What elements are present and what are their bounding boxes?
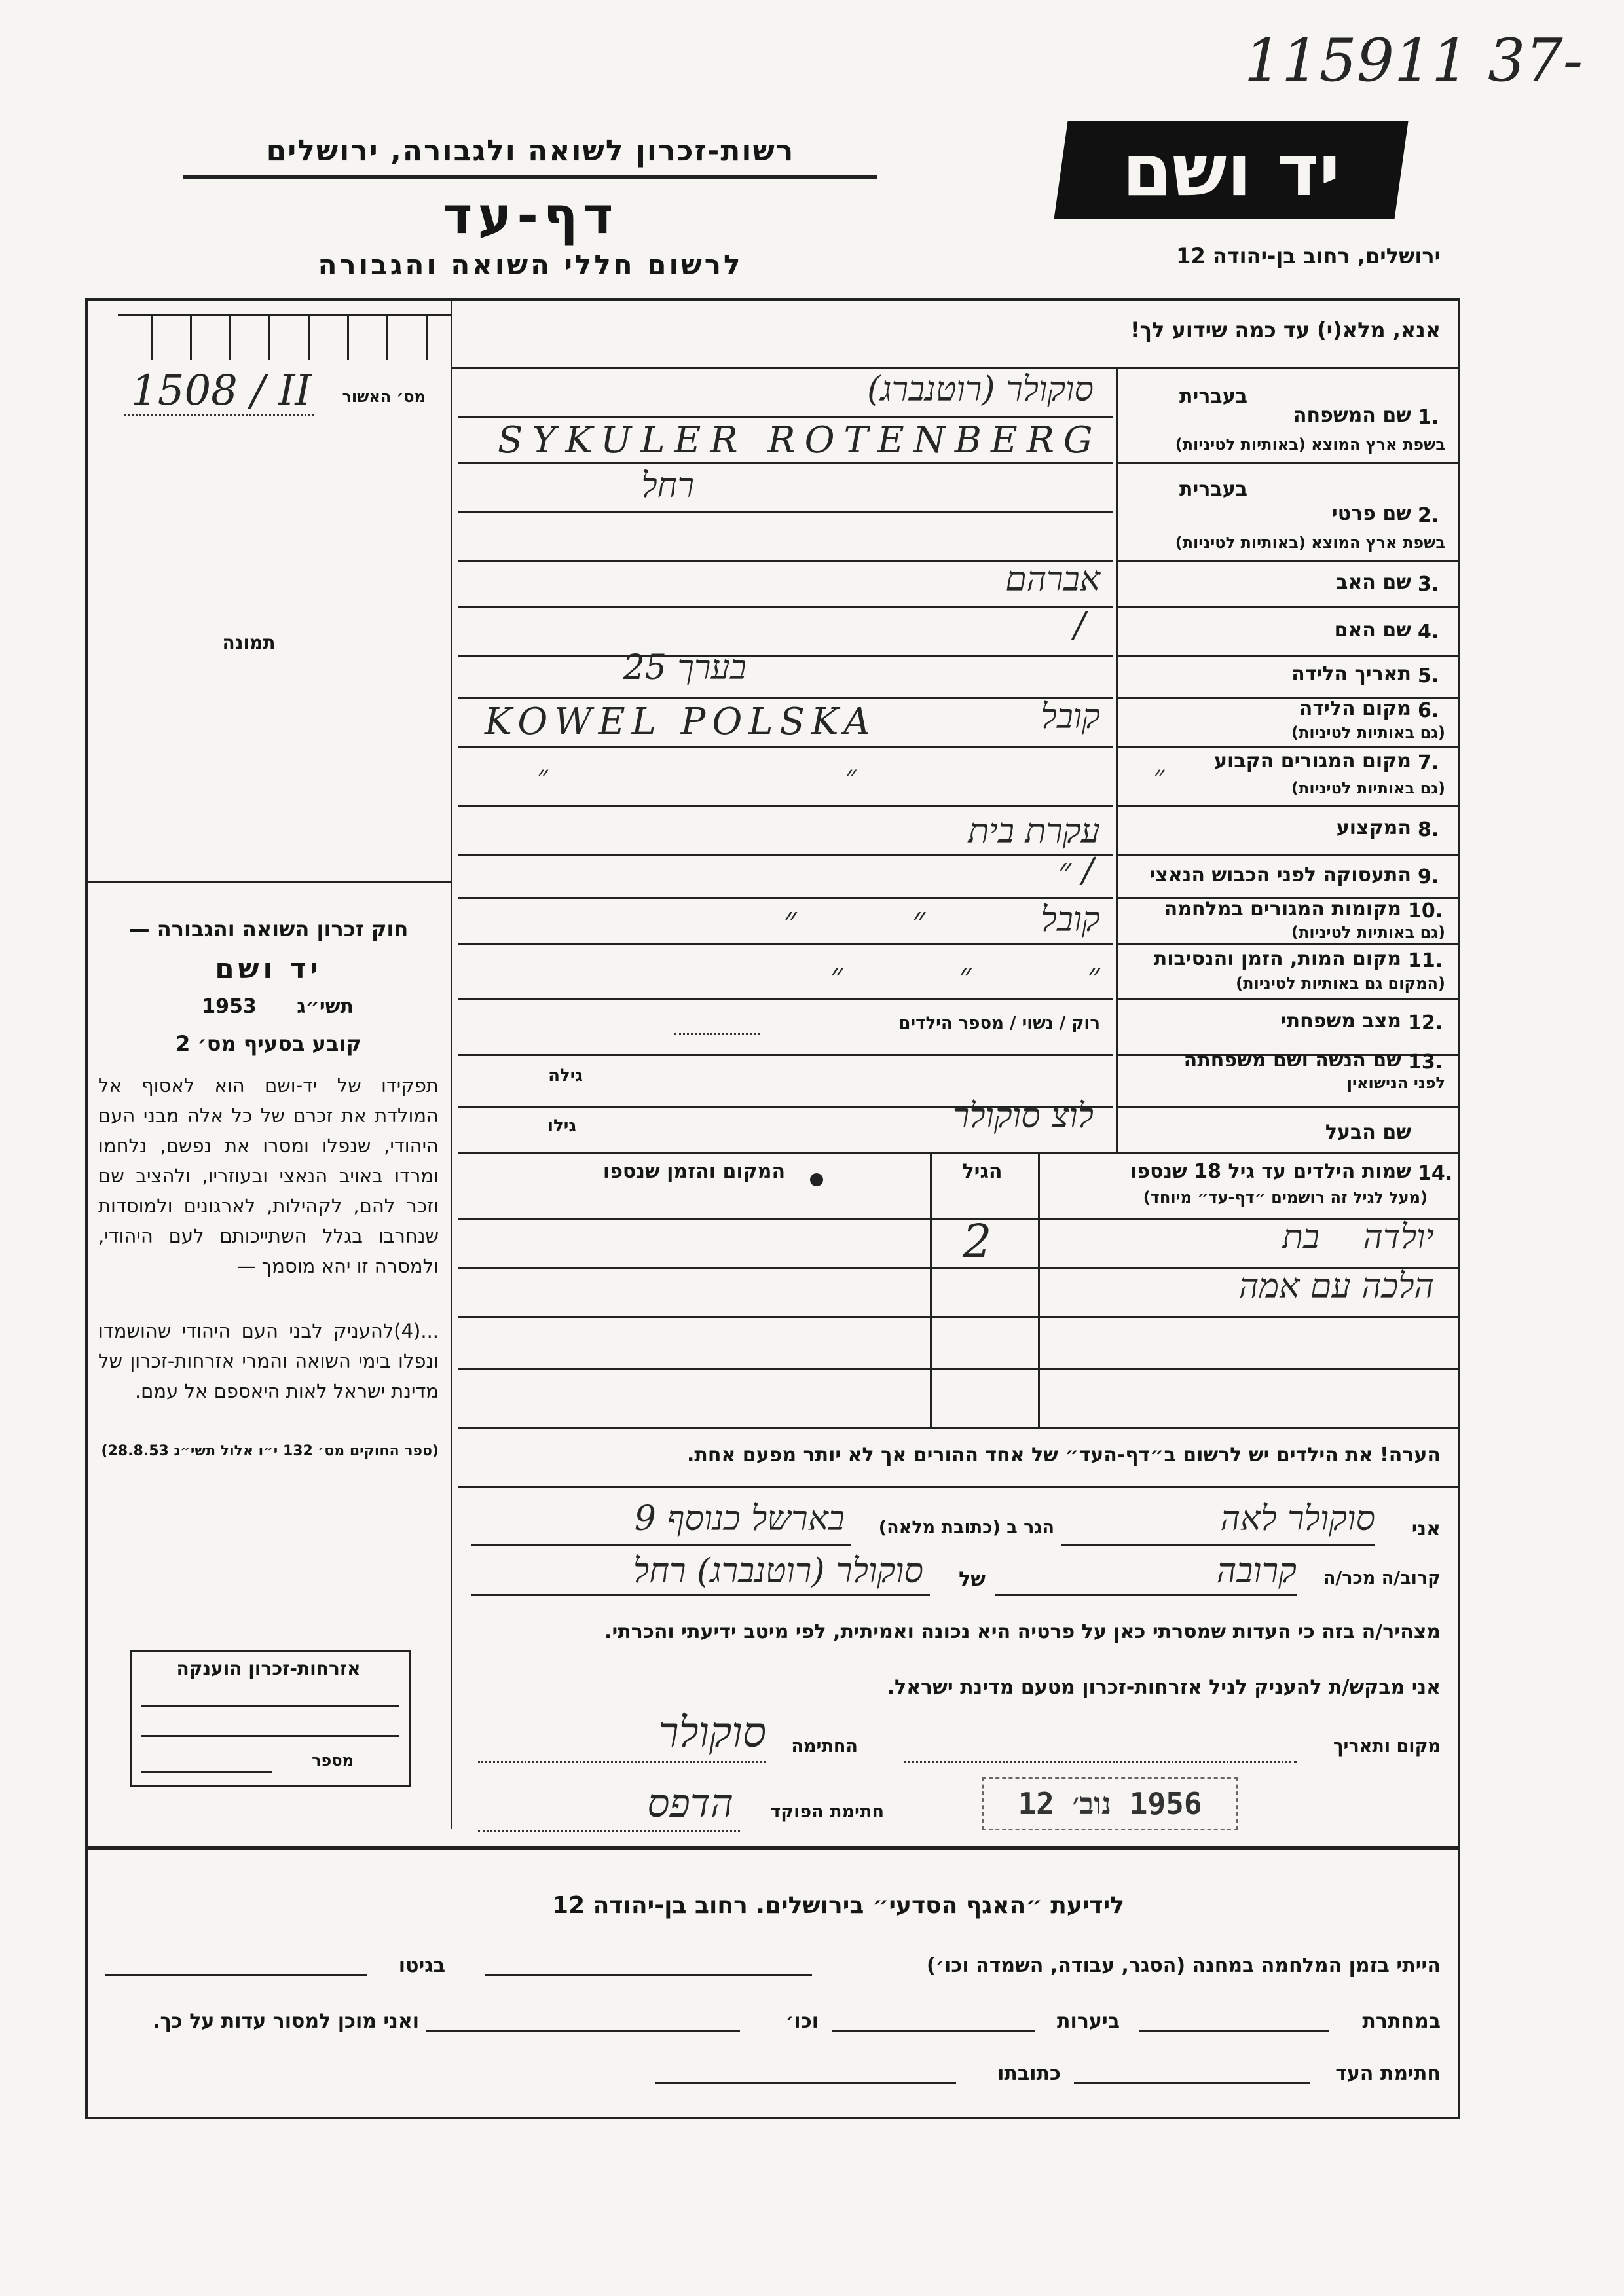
form-purpose: לרשום חללי השואה והגבורה <box>318 249 743 281</box>
declarant-line <box>1061 1544 1375 1546</box>
archive-reference: 115911 37- <box>1244 26 1583 95</box>
approval-tick <box>347 316 349 360</box>
value-line <box>458 1054 1113 1056</box>
field-10-num: 10. <box>1408 900 1443 922</box>
row-line <box>1116 805 1458 807</box>
children-row-line <box>458 1427 1458 1429</box>
footer-line2a: במחתרת <box>1362 2010 1441 2033</box>
approval-tick <box>386 316 388 360</box>
row-line <box>1116 943 1458 945</box>
field-5-label: תאריך הלידה <box>1291 663 1411 685</box>
declaration-relation-label: קרוב/ה מכר/ה <box>1323 1568 1441 1588</box>
form-title: דף-עד <box>442 187 619 246</box>
children-header-dot <box>810 1173 823 1186</box>
husband-label: שם הבעל <box>1325 1121 1411 1144</box>
approval-number: 1508 / II <box>131 367 312 415</box>
value-line <box>458 897 1113 899</box>
signature-line <box>478 1761 766 1763</box>
field-6-value: קובל <box>1041 697 1100 737</box>
approval-tick <box>229 316 231 360</box>
field-8-num: 8. <box>1418 818 1439 841</box>
husband-value: לוצ סוקולר <box>952 1097 1094 1136</box>
footer-line1-blank2 <box>105 1974 367 1976</box>
law-gazette: (ספר החוקים מס׳ 132 י״ו אלול תשי״ג 28.8.53) <box>101 1443 439 1459</box>
yad-vashem-logo <box>1054 121 1408 219</box>
footer-line1a: הייתי בזמן המלחמה במחנה (הסגר, עבודה, השמדה וכו׳) <box>927 1954 1441 1977</box>
declarant-name: סוקולר לאה <box>1220 1499 1375 1539</box>
relative-line <box>471 1594 930 1596</box>
declaration-statement-1: מצהיר/ה בזה כי העדות שמסרתי כאן על פרטיה היא נכונה ואמיתית, לפי מיטב ידיעתי והכרתי. <box>604 1620 1441 1643</box>
approval-tick <box>308 316 310 360</box>
certificate-line <box>141 1735 399 1737</box>
field-12-value: רוק / נשוי / מספר הילדים <box>898 1013 1100 1033</box>
field-11-value: ״ ״ ״ <box>830 956 1100 995</box>
value-line <box>458 805 1113 807</box>
declarant-relation: קרובה <box>1216 1552 1297 1591</box>
field-12-dots <box>674 1033 760 1035</box>
declarant-address: בארשל כנוסף 9 <box>634 1499 845 1539</box>
law-year: 1953 <box>202 995 257 1018</box>
children-header-age: הגיל <box>962 1160 1003 1183</box>
logo-text: יד ושם <box>1122 128 1340 212</box>
child-1-name: יולדה בת <box>1282 1218 1434 1257</box>
row-line <box>1116 606 1458 608</box>
row-line <box>1116 462 1458 464</box>
field-11-num: 11. <box>1408 949 1443 972</box>
value-line <box>458 606 1113 608</box>
field-2-num: 2. <box>1418 504 1439 527</box>
instructions: אנא, מלא(י) עד כמה שידוע לך! <box>1130 318 1441 342</box>
husband-age-label: גילו <box>547 1116 576 1136</box>
footer-line3-blank2 <box>655 2082 956 2084</box>
field-3-num: 3. <box>1418 573 1439 596</box>
value-line <box>458 943 1113 945</box>
field-1-num: 1. <box>1418 406 1439 429</box>
field-6-num: 6. <box>1418 699 1439 722</box>
certificate-line <box>141 1705 399 1707</box>
value-line <box>458 416 1113 418</box>
field-6-sub: (גם באותיות לטיניות) <box>1291 723 1445 742</box>
row-line <box>1116 854 1458 856</box>
footer-line3a: חתימת העד <box>1335 2062 1441 2085</box>
field-4-num: 4. <box>1418 621 1439 644</box>
authority-title: רשות-זכרון לשואה ולגבורה, ירושלים <box>266 134 795 168</box>
field-5-value: בערך 25 <box>623 648 747 687</box>
field-2-value: רחל <box>641 466 694 505</box>
field-13-label: שם הנשה ושם משפחתה <box>1183 1049 1401 1072</box>
field-2-label: שם פרטי <box>1331 502 1411 525</box>
child-2-name: הלכה עם אמה <box>1238 1267 1434 1306</box>
row-line <box>1116 1106 1458 1108</box>
field-11-label: מקום המות, הזמן והנסיבות <box>1153 947 1401 970</box>
field-11-sub: (המקום גם באותיות לטיניות) <box>1236 974 1445 993</box>
field-4-label: שם האם <box>1334 619 1411 642</box>
signature-label: החתימה <box>791 1736 858 1757</box>
field-10-sub: (גם באותיות לטיניות) <box>1291 923 1445 941</box>
row-line <box>1116 655 1458 657</box>
field-13-sub: לפני הנישואין <box>1346 1074 1445 1092</box>
law-title: חוק זכרון השואה והגבורה — <box>128 917 409 941</box>
official-signature: הדפס <box>647 1781 733 1827</box>
field-1-label: שם המשפחה <box>1293 404 1411 427</box>
certificate-title: אזרחות-זכרון הוענקה <box>176 1658 361 1679</box>
address-line <box>471 1544 851 1546</box>
official-label: חתימת הפוקד <box>770 1802 884 1822</box>
field-3-value: אברהם <box>1005 560 1100 599</box>
children-num: 14. <box>1418 1162 1453 1185</box>
footer-line1b: בגיטו <box>398 1954 445 1977</box>
field-8-label: המקצוע <box>1336 816 1411 839</box>
approval-underline <box>124 414 314 416</box>
declaration-resides-label: הגר ב (כתובת מלאה) <box>878 1518 1054 1538</box>
field-2-sub: בשפת ארץ המוצא (באותיות לטיניות) <box>1175 534 1445 552</box>
law-text-2: ...(4)להעניק לבני העם היהודי שהושמדו ונפלו בימי השואה והמרי אזרחות-זכרון של מדינת ישראל לאות היאספם אל עמם. <box>98 1320 439 1402</box>
approval-box-top <box>118 314 451 316</box>
field-13-value: גילה <box>548 1066 583 1085</box>
field-10-value: קובל ״ ״ <box>783 900 1100 939</box>
field-10-label: מקומות המגורים במלחמה <box>1164 898 1401 920</box>
place-date-label: מקום ותאריך <box>1333 1736 1441 1757</box>
value-line <box>458 462 1113 464</box>
footer-notice: לידיעת ״האגף הסדעי״ בירושלים. רחוב בן-יהודה 12 <box>552 1892 1124 1919</box>
field-8-value: עקרת בית <box>968 812 1100 851</box>
law-year-hebrew: תשי״ג <box>297 995 354 1018</box>
children-note: הערה! את הילדים יש לרשום ב״דף-העד״ של אחד ההורים אך לא יותר מפעם אחת. <box>687 1444 1441 1467</box>
law-clause: קובע בסעיף מס׳ 2 <box>175 1031 361 1056</box>
footer-line2b: ביערות <box>1057 2010 1120 2033</box>
declaration-i-label: אני <box>1411 1518 1441 1540</box>
row-line <box>1116 560 1458 562</box>
value-line <box>458 511 1113 513</box>
footer-line3-blank <box>1074 2082 1310 2084</box>
field-4-value: / <box>1074 606 1086 645</box>
field-7-sub: (גם באותיות לטיניות) <box>1291 779 1445 797</box>
field-12-num: 12. <box>1408 1011 1443 1034</box>
footer-line2-blank <box>1139 2030 1329 2032</box>
declarant-relative-of: סוקולר (רוטנברג) רחל <box>633 1552 923 1591</box>
field-9-label: התעסוקה לפני הכבוש הנאצי <box>1149 864 1411 886</box>
children-header-place: המקום והזמן שנספו <box>602 1160 786 1183</box>
field-9-num: 9. <box>1418 866 1439 888</box>
children-header-note: (מעל לגיל זה רושמים ״דף-עד״ מיוחד) <box>1143 1188 1428 1207</box>
field-1-value-latin: SYKULER ROTENBERG <box>498 419 1102 462</box>
child-1-age: 2 <box>963 1214 992 1268</box>
field-1-hebrew-tag: בעברית <box>1179 385 1247 408</box>
row-line <box>1116 746 1458 748</box>
date-stamp-text: 1956 נוב׳ 12 <box>1018 1786 1202 1821</box>
photo-label: תמונה <box>222 632 276 653</box>
date-stamp <box>982 1777 1238 1830</box>
declaration-statement-2: אני מבקש/ת להעניק לניל אזרחות-זכרון מטעם מדינת ישראל. <box>887 1676 1441 1699</box>
approval-tick <box>151 316 153 360</box>
children-col-age-divider <box>930 1152 932 1427</box>
footer-divider <box>88 1846 1458 1850</box>
footer-line2-blank3 <box>426 2030 740 2032</box>
field-2-hebrew-tag: בעברית <box>1179 478 1247 501</box>
header-address: ירושלים, רחוב בן-יהודה 12 <box>1176 244 1441 268</box>
field-7-num: 7. <box>1418 752 1439 774</box>
certificate-number-label: מספר <box>312 1751 354 1770</box>
authority-underline <box>183 175 877 179</box>
value-line <box>458 1152 1458 1154</box>
field-1-sub: בשפת ארץ המוצא (באותיות לטיניות) <box>1175 435 1445 454</box>
sidebar-divider <box>451 301 452 1829</box>
footer-line2-blank2 <box>832 2030 1035 2032</box>
field-5-num: 5. <box>1418 665 1439 687</box>
field-7-value: ״ ״ ״ <box>537 759 1309 793</box>
declaration-of-label: של <box>959 1568 986 1591</box>
children-col-name-divider <box>1038 1152 1040 1427</box>
signature: סוקולר <box>658 1709 766 1757</box>
footer-line3b: כתובתו <box>997 2062 1061 2085</box>
children-row-line <box>458 1316 1458 1318</box>
footer-line1-blank <box>485 1974 812 1976</box>
approval-tick <box>426 316 428 360</box>
field-12-label: מצב משפחתי <box>1280 1010 1401 1032</box>
field-1-value: סוקולר (רוטנברג) <box>867 370 1094 409</box>
children-row-line <box>458 1368 1458 1370</box>
law-text: תפקידו של יד-ושם הוא לאסוף אל המולדת את זכרם של כל אלה מבני העם היהודי, שנפלו ומסרו את נפשם, נלחמו ומרדו באויב הנאצי ובעוזריו, ולהציב שם וזכר להם, לקהילות, לארגונים ולמוסדות שנחרבו בגלל השתייכותם לעם היהודי, ולמסרה זו יהא מוסמך — <box>98 1074 439 1277</box>
note-divider <box>458 1486 1458 1488</box>
approval-tick <box>190 316 192 360</box>
place-date-line <box>904 1761 1297 1763</box>
field-9-value: / ״ <box>1058 851 1094 890</box>
instructions-divider <box>451 367 1458 369</box>
children-header-name: שמות הילדים עד גיל 18 שנספו <box>1130 1160 1411 1183</box>
law-name: יד ושם <box>215 953 322 985</box>
field-3-label: שם האב <box>1336 571 1411 594</box>
relation-line <box>995 1594 1297 1596</box>
law-box-top <box>88 881 451 883</box>
certificate-number-line <box>141 1771 272 1773</box>
approval-tick <box>268 316 270 360</box>
row-line <box>1116 998 1458 1000</box>
field-13-num: 13. <box>1408 1051 1443 1074</box>
value-line <box>458 998 1113 1000</box>
official-line <box>478 1830 740 1832</box>
approval-label: מס׳ האשור <box>342 388 426 406</box>
footer-line2d: ואני מוכן למסור עדות על כך. <box>153 2010 419 2033</box>
value-line <box>458 746 1113 748</box>
field-6-label: מקום הלידה <box>1299 697 1411 720</box>
field-6-value-latin: KOWEL POLSKA <box>485 701 877 743</box>
footer-line2c: וכו׳ <box>785 2010 819 2033</box>
field-7-label: מקום המגורים הקבוע <box>1214 750 1411 773</box>
